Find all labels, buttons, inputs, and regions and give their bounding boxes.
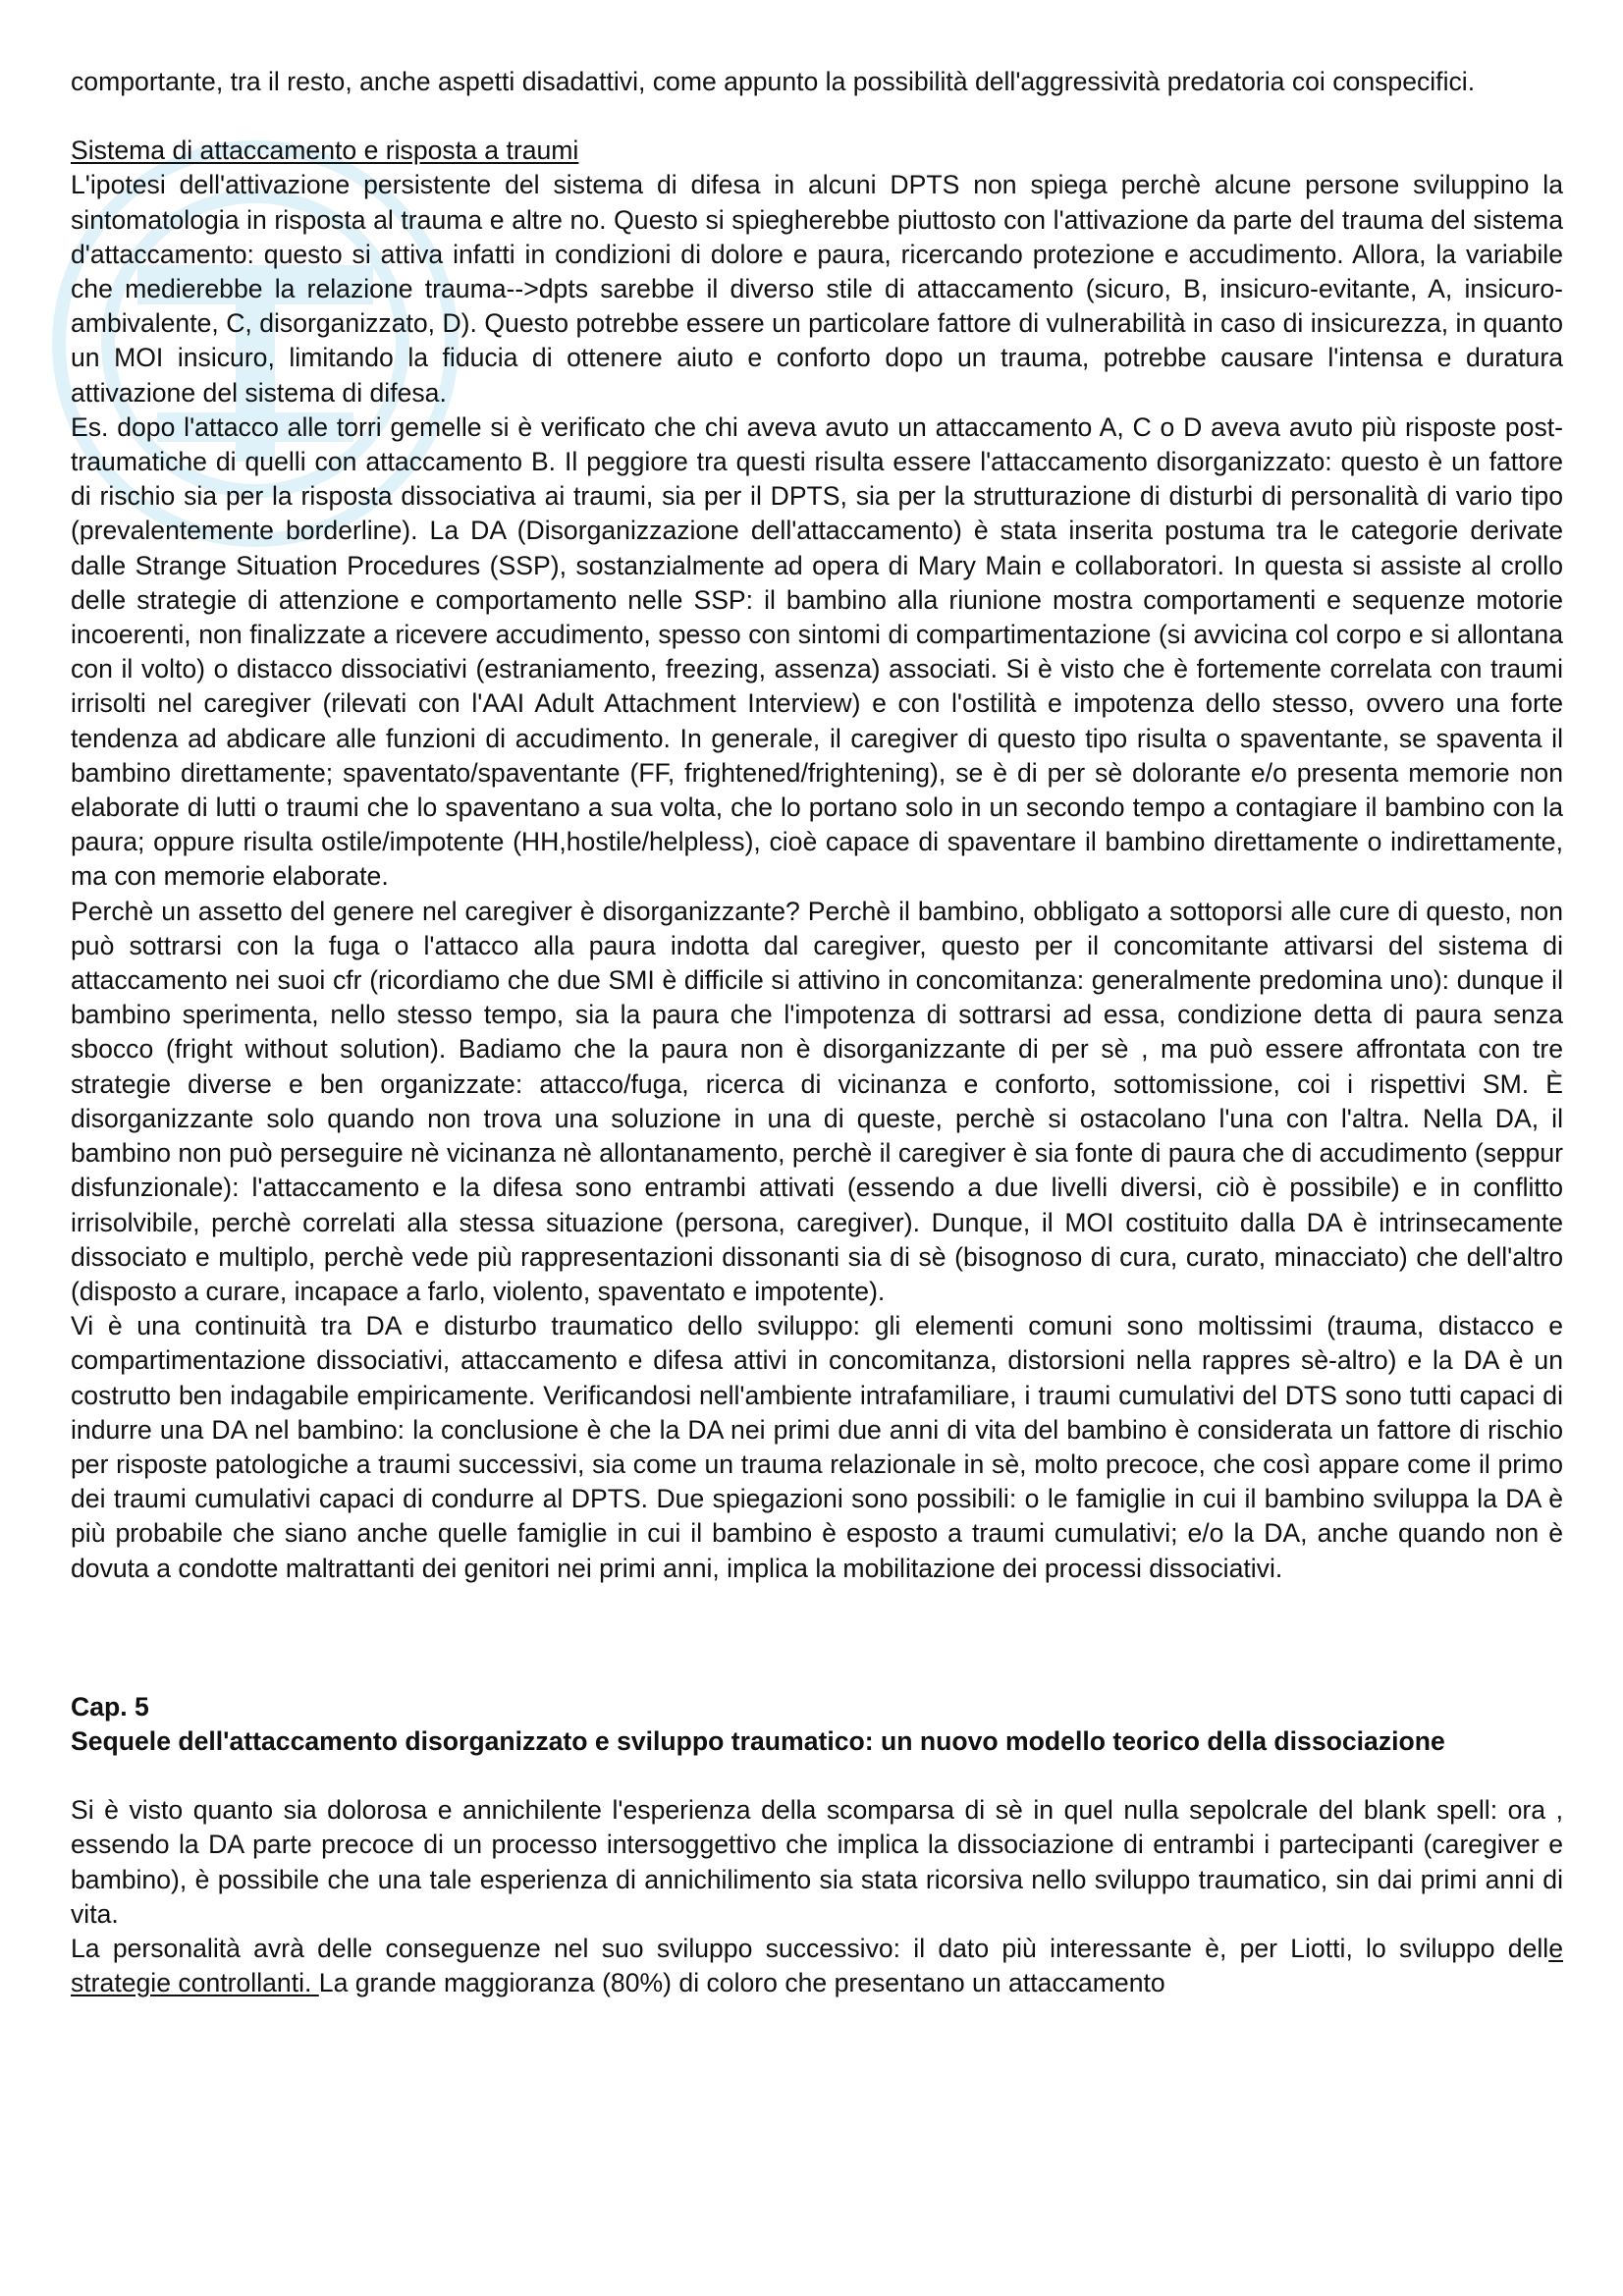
- body-paragraph: L'ipotesi dell'attivazione persistente del sistema di difesa in alcuni DPTS non spiega perchè alcune persone sviluppino la sintomatologia in risposta al trauma e altre no. Questo si spiegherebbe piuttosto con l'attivazione da parte del trauma del sistema d'attaccamento: questo si attiva infatti in condizioni di dolore e paura, ricercando protezione e accudimento. Allora, la variabile che medierebbe la relazione trauma-->dpts sarebbe il diverso stile di attaccamento (sicuro, B, insicuro-evitante, A, insicuro-ambivalente, C, disorganizzato, D). Questo potrebbe essere un particolare fattore di vulnerabilità in caso di insicurezza, in quanto un MOI insicuro, limitando la fiducia di ottenere aiuto e conforto dopo un trauma, potrebbe causare l'intensa e duratura attivazione del sistema di difesa.: [71, 170, 1563, 408]
- body-paragraph: Es. dopo l'attacco alle torri gemelle si è verificato che chi aveva avuto un attaccamento A, C o D aveva avuto più risposte post-traumatiche di quelli con attaccamento B. Il peggiore tra questi risulta essere l'attaccamento disorganizzato: questo è un fattore di rischio sia per la risposta dissociativa ai traumi, sia per il DPTS, sia per la strutturazione di disturbi di personalità di vario tipo (prevalentemente borderline). La DA (Disorganizzazione dell'attaccamento) è stata inserita postuma tra le categorie derivate dalle Strange Situation Procedures (SSP), sostanzialmente ad opera di Mary Main e collaboratori. In questa si assiste al crollo delle strategie di attenzione e comportamento nelle SSP: il bambino alla riunione mostra comportamenti e sequenze motorie incoerenti, non finalizzate a ricevere accudimento, spesso con sintomi di compartimentazione (si avvicina col corpo e si allontana con il volto) o distacco dissociativi (estraniamento, freezing, assenza) associati. Si è visto che è fortemente correlata con traumi irrisolti nel caregiver (rilevati con l'AAI Adult Attachment Interview) e con l'ostilità e impotenza dello stesso, ovvero una forte tendenza ad abdicare alle funzioni di accudimento. In generale, il caregiver di questo tipo risulta o spaventante, se spaventa il bambino direttamente; spaventato/spaventante (FF, frightened/frightening), se è di per sè dolorante e/o presenta memorie non elaborate di lutti o traumi che lo spaventano a sua volta, che lo portano solo in un secondo tempo a contagiare il bambino con la paura; oppure risulta ostile/impotente (HH,hostile/helpless), cioè capace di spaventare il bambino direttamente o indirettamente, ma con memorie elaborate.: [71, 411, 1563, 892]
- body-paragraph: Perchè un assetto del genere nel caregiver è disorganizzante? Perchè il bambino, obbligato a sottoporsi alle cure di questo, non può sottrarsi con la fuga o l'attacco alla paura indotta dal caregiver, questo per il concomitante attivarsi del sistema di attaccamento nei suoi cfr (ricordiamo che due SMI è difficile si attivino in concomitanza: generalmente predomina uno): dunque il bambino sperimenta, nello stesso tempo, sia la paura che l'impotenza di sottrarsi ad essa, condizione detta di paura senza sbocco (fright without solution). Badiamo che la paura non è disorganizzante di per sè , ma può essere affrontata con tre strategie diverse e ben organizzate: attacco/fuga, ricerca di vicinanza e conforto, sottomissione, coi i rispettivi SM. È disorganizzante solo quando non trova una soluzione in una di queste, perchè si ostacolano l'una con l'altra. Nella DA, il bambino non può perseguire nè vicinanza nè allontanamento, perchè il caregiver è sia fonte di paura che di accudimento (seppur disfunzionale): l'attaccamento e la difesa sono entrambi attivati (essendo a due livelli diversi, ciò è possibile) e in conflitto irrisolvibile, perchè correlati alla stessa situazione (persona, caregiver). Dunque, il MOI costituito dalla DA è intrinsecamente dissociato e multiplo, perchè vede più rappresentazioni dissonanti sia di sè (bisognoso di cura, curato, minacciato) che dell'altro (disposto a curare, incapace a farlo, violento, spaventato e impotente).: [71, 896, 1563, 1306]
- chapter-paragraph-2: [71, 1932, 1563, 2000]
- body-paragraph: Vi è una continuità tra DA e disturbo traumatico dello sviluppo: gli elementi comuni sono moltissimi (trauma, distacco e compartimentazione dissociativi, attaccamento e difesa attivi in concomitanza, distorsioni nella rappres sè-altro) e la DA è un costrutto ben indagabile empiricamente. Verificandosi nell'ambiente intrafamiliare, i traumi cumulativi del DTS sono tutti capaci di indurre una DA nel bambino: la conclusione è che la DA nei primi due anni di vita del bambino è considerata un fattore di rischio per risposte patologiche a traumi successivi, sia come un trauma relazionale in sè, molto precoce, che così appare come il primo dei traumi cumulativi capaci di condurre al DPTS. Due spiegazioni sono possibili: o le famiglie in cui il bambino sviluppa la DA è più probabile che siano anche quelle famiglie in cui il bambino è esposto a traumi cumulativi; e/o la DA, anche quando non è dovuta a condotte maltrattanti dei genitori nei primi anni, implica la mobilitazione dei processi dissociativi.: [71, 1311, 1563, 1583]
- document-page: [71, 65, 1563, 2000]
- intro-paragraph: comportante, tra il resto, anche aspetti disadattivi, come appunto la possibilità dell'aggressività predatoria coi conspecifici.: [71, 67, 1476, 96]
- chapter-label: Cap. 5: [71, 1691, 149, 1722]
- chapter-paragraph: Si è visto quanto sia dolorosa e annichilente l'esperienza della scomparsa di sè in quel nulla sepolcrale del blank spell: ora , essendo la DA parte precoce di un processo intersoggettivo che implica la dissociazione di entrambi i partecipanti (caregiver e bambino), è possibile che una tale esperienza di annichilimento sia stata ricorsiva nello sviluppo traumatico, sin dai primi anni di vita.: [71, 1795, 1563, 1929]
- section-title: Sistema di attaccamento e risposta a traumi: [71, 136, 579, 166]
- underlined-term: e strategie controllanti.: [71, 1933, 1563, 1998]
- chapter-title: Sequele dell'attaccamento disorganizzato e sviluppo traumatico: un nuovo modello teorico della dissociazione: [71, 1725, 1445, 1756]
- section-heading: [71, 134, 1563, 168]
- paragraph-text: La grande maggioranza (80%) di coloro che presentano un attaccamento: [318, 1968, 1165, 1998]
- paragraph-text: La personalità avrà delle conseguenze nel suo sviluppo successivo: il dato più interessante è, per Liotti, lo sviluppo dell: [71, 1933, 1549, 1963]
